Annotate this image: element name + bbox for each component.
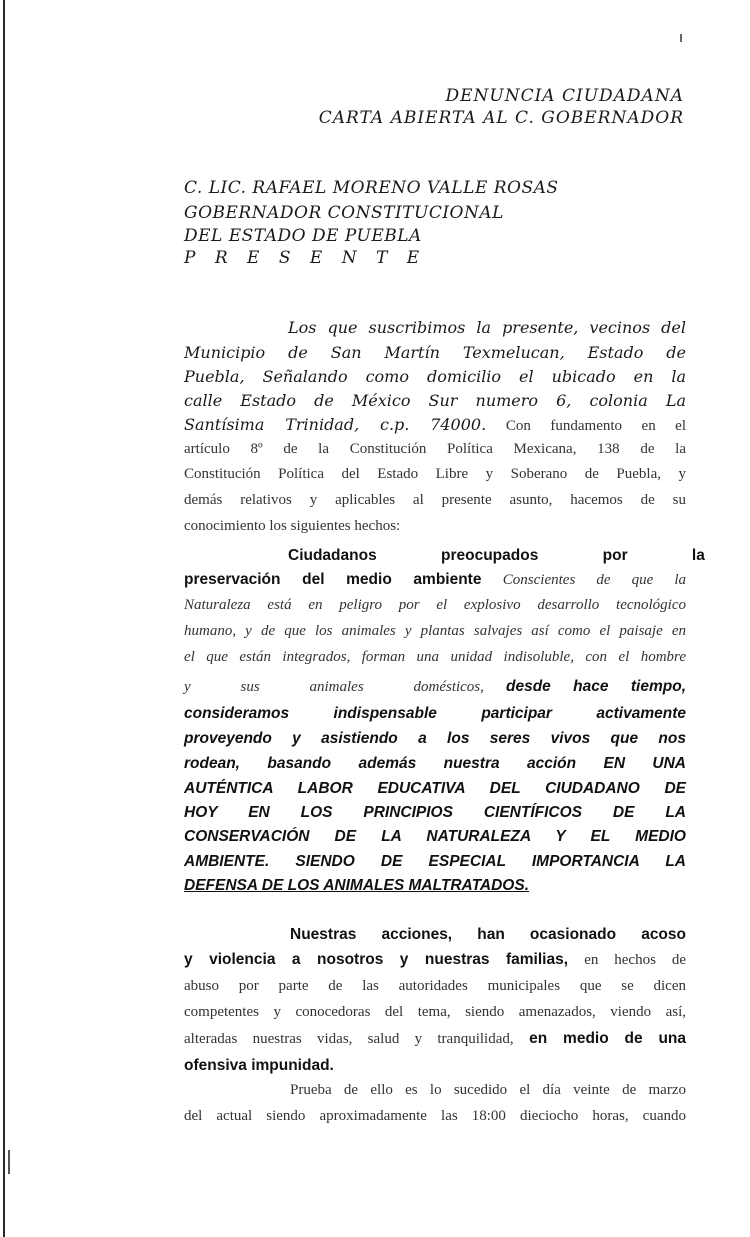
body-line xyxy=(184,571,686,589)
body-text-italic: Santísima Trinidad, c.p. 74000. xyxy=(184,415,487,434)
body-line: el que están integrados, forman una unidad indisoluble, con el hombre xyxy=(184,649,686,665)
body-line: calle Estado de México Sur numero 6, colonia La xyxy=(184,391,686,410)
body-line-bold: CONSERVACIÓN DE LA NATURALEZA Y EL MEDIO xyxy=(184,828,686,845)
body-line: Municipio de San Martín Texmelucan, Estado de xyxy=(184,343,686,362)
addressee-name: C. LIC. RAFAEL MORENO VALLE ROSAS xyxy=(184,178,559,198)
body-line-bold: AUTÉNTICA LABOR EDUCATIVA DEL CIUDADANO DE xyxy=(184,780,686,797)
body-text-italic: y sus animales domésticos, xyxy=(184,679,484,695)
body-line-bold: AMBIENTE. SIENDO DE ESPECIAL IMPORTANCIA LA xyxy=(184,853,686,870)
body-text-italic: Conscientes de que la xyxy=(502,572,686,588)
body-line xyxy=(184,951,686,969)
body-line: del actual siendo aproximadamente las 18:00 dieciocho horas, cuando xyxy=(184,1108,686,1124)
body-line xyxy=(184,415,686,435)
body-line: Constitución Política del Estado Libre y Soberano de Puebla, y xyxy=(184,466,686,482)
body-line: competentes y conocedoras del tema, siendo amenazados, viendo así, xyxy=(184,1004,686,1020)
body-line: demás relativos y aplicables al presente asunto, hacemos de su xyxy=(184,492,686,508)
body-text: Con fundamento en el xyxy=(505,418,687,434)
scan-edge-line xyxy=(3,0,5,1237)
addressee-position: GOBERNADOR CONSTITUCIONAL xyxy=(184,203,504,223)
body-line-bold: HOY EN LOS PRINCIPIOS CIENTÍFICOS DE LA xyxy=(184,804,686,821)
body-line: Puebla, Señalando como domicilio el ubicado en la xyxy=(184,367,686,386)
body-line: humano, y de que los animales y plantas salvajes así como el paisaje en xyxy=(184,623,686,639)
body-text: alteradas nuestras vidas, salud y tranquilidad, xyxy=(184,1031,514,1047)
document-subtitle: CARTA ABIERTA AL C. GOBERNADOR xyxy=(318,108,684,128)
addressee-presente: P R E S E N T E xyxy=(184,248,427,268)
body-line: artículo 8º de la Constitución Política Mexicana, 138 de la xyxy=(184,441,686,457)
body-text-bold: preservación del medio ambiente xyxy=(184,571,482,588)
body-line-bold: DEFENSA DE LOS ANIMALES MALTRATADOS. xyxy=(184,877,530,894)
body-text-bold: y violencia a nosotros y nuestras familias, xyxy=(184,951,569,968)
body-line-bold: Ciudadanos preocupados por la xyxy=(288,547,705,564)
body-line: Los que suscribimos la presente, vecinos del xyxy=(288,318,686,337)
body-line: conocimiento los siguientes hechos: xyxy=(184,518,401,534)
scan-corner-mark xyxy=(680,34,682,42)
body-line xyxy=(184,678,686,696)
body-line: Naturaleza está en peligro por el explosivo desarrollo tecnológico xyxy=(184,597,686,613)
body-text-bold: en medio de una xyxy=(529,1030,686,1047)
body-text: en hechos de xyxy=(584,952,686,968)
body-line-bold: ofensiva impunidad. xyxy=(184,1057,334,1074)
body-line-bold: rodean, basando además nuestra acción EN UNA xyxy=(184,755,686,772)
scan-edge-mark xyxy=(8,1150,10,1174)
body-line-bold: proveyendo y asistiendo a los seres vivos que nos xyxy=(184,730,686,747)
body-line-bold: Nuestras acciones, han ocasionado acoso xyxy=(290,926,686,943)
document-title: DENUNCIA CIUDADANA xyxy=(445,86,684,106)
body-line xyxy=(184,1030,686,1048)
body-line: Prueba de ello es lo sucedido el día veinte de marzo xyxy=(290,1082,686,1098)
body-line: abuso por parte de las autoridades municipales que se dicen xyxy=(184,978,686,994)
body-text-bold: desde hace tiempo, xyxy=(506,678,687,695)
body-line-bold: consideramos indispensable participar activamente xyxy=(184,705,686,722)
addressee-state: DEL ESTADO DE PUEBLA xyxy=(184,226,422,246)
